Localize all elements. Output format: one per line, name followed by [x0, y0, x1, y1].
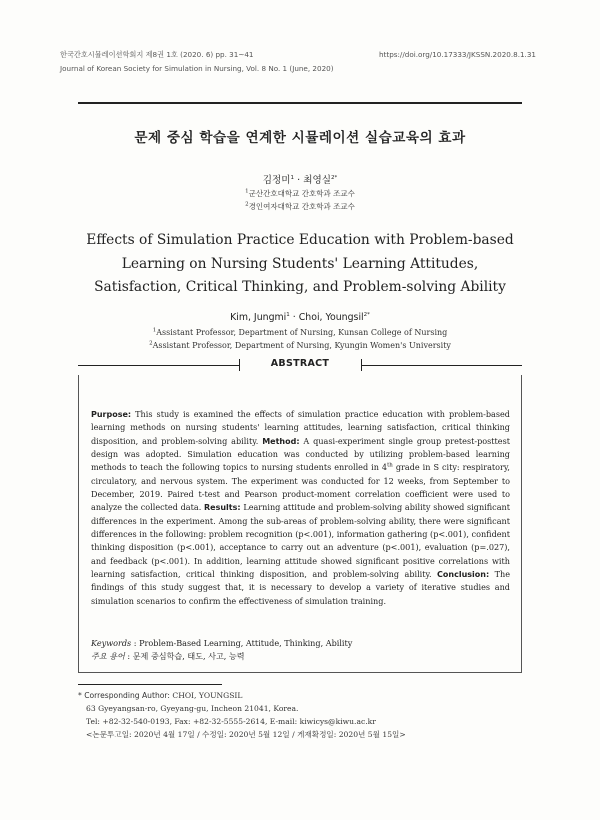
corresponding-author-label: * Corresponding Author: [78, 691, 170, 700]
author-separator-en: · [289, 312, 299, 323]
abstract-header-rule-right [361, 365, 522, 366]
author-contact: Tel: +82-32-540-0193, Fax: +82-32-5555-2614, E-mail: kiwicys@kiwu.ac.kr [86, 717, 376, 726]
doi-link[interactable]: https://doi.org/10.17333/JKSSN.2020.8.1.31 [379, 50, 536, 59]
author-2-kr: 최영실 [303, 175, 332, 186]
method-sup: th [387, 462, 393, 469]
affil-2-en-sup: 2 [149, 340, 153, 347]
results-text: Learning attitude and problem-solving ability showed significant differences in the experiment. Among the sub-areas of problem-solving ability, there were significant differences in the following: problem recognition (p<.001), information gathering (p<.001), confident thinking disposition (p<.001), acceptance to carry out an adventure (p<.001), evaluation (p=.027), and feedback (p<.001). In addition, learning attitude showed significant positive correlations with learning satisfaction, critical thinking disposition, and problem-solving ability. [91, 502, 511, 580]
affil-2-kr-sup: 2 [245, 201, 249, 208]
abstract-label: ABSTRACT [270, 358, 330, 369]
title-en-line-3: Satisfaction, Critical Thinking, and Problem-solving Ability [94, 279, 506, 295]
author-address: 63 Gyeyangsan-ro, Gyeyang-gu, Incheon 21041, Korea. [86, 704, 299, 713]
journal-name-en: Journal of Korean Society for Simulation in Nursing, Vol. 8 No. 1 (June, 2020) [60, 64, 334, 73]
corresponding-author-name: CHOI, YOUNGSIL [169, 691, 243, 700]
affil-2-en-text: Assistant Professor, Department of Nursing, Kyungin Women's University [152, 341, 451, 350]
footnote-rule [78, 684, 222, 685]
author-1-kr-sup: 1 [290, 174, 295, 181]
author-1-kr: 김정미 [262, 175, 291, 186]
author-2-en: Choi, Youngsil [298, 312, 364, 323]
affiliation-1-en [0, 328, 600, 337]
affil-1-en-sup: 1 [152, 327, 157, 334]
conclusion-label: Conclusion: [437, 570, 490, 580]
abstract-header [78, 355, 522, 375]
title-en-line-1: Effects of Simulation Practice Education with Problem-based [86, 232, 514, 248]
author-2-kr-sup: 2* [331, 174, 338, 181]
keywords-korean [91, 650, 510, 663]
method-label: Method: [262, 436, 300, 446]
top-rule [78, 102, 522, 104]
author-1-en-sup: 1 [286, 311, 290, 318]
affiliation-2-kr [0, 201, 600, 212]
author-2-en-sup: 2* [363, 311, 370, 318]
submission-dates: <논문투고일: 2020년 4월 17일 / 수정일: 2020년 5월 12일 / 게재확정일: 2020년 5월 15일> [86, 730, 406, 739]
keywords-en-label: Keywords [91, 638, 132, 648]
purpose-text: This study is examined the effects of simulation practice education with problem-based learning methods on nursing students' learning attitudes, learning satisfaction, critical thinking disposition, and problem-solving ability. [91, 409, 510, 446]
affil-1-en-text: Assistant Professor, Department of Nursing, Kunsan College of Nursing [156, 328, 448, 337]
affil-1-kr-text: 군산간호대학교 간호학과 조교수 [248, 189, 355, 198]
journal-header [60, 48, 334, 76]
authors-korean [0, 172, 600, 186]
authors-english [0, 312, 600, 323]
corresponding-author [78, 689, 242, 702]
title-en-line-2: Learning on Nursing Students' Learning Attitudes, [121, 255, 479, 272]
keywords-english [91, 637, 510, 650]
affiliation-1-kr [0, 188, 600, 199]
keywords-kr-label: 주요 용어 [91, 651, 125, 661]
author-separator-kr: · [294, 175, 304, 186]
keywords-en-text: : Problem-Based Learning, Attitude, Thinking, Ability [131, 638, 353, 648]
results-label: Results: [204, 503, 241, 513]
affiliation-2-en [0, 341, 600, 350]
journal-name-kr: 한국간호시뮬레이션학회지 제8권 1호 (2020. 6) pp. 31~41 [60, 50, 254, 59]
method-text-1: A quasi-experiment single group pretest-posttest design was adopted. Simulation education was conducted by utilizing problem-based learning methods to teach the following topics to nursing students enrolled in 4 [91, 435, 510, 473]
keywords-kr-text: : 문제 중심학습, 태도, 사고, 능력 [124, 651, 245, 661]
conclusion-text: The findings of this study suggest that, it is necessary to develop a variety of iterative studies and simulation scenarios to confirm the effectiveness of simulation training. [91, 569, 510, 606]
purpose-label: Purpose: [91, 410, 132, 419]
affil-2-kr-text: 경인여자대학교 간호학과 조교수 [248, 202, 355, 211]
abstract-body [91, 408, 510, 608]
title-korean: 문제 중심 학습을 연계한 시뮬레이션 실습교육의 효과 [134, 130, 466, 146]
method-text-2: grade in S city: respiratory, circulatory, and nervous system. The experiment was conducted for 12 weeks, from September to December, 2019. Paired t-test and Pearson product-moment correlation coefficient were used to analyze the collected data. [91, 462, 510, 513]
title-english [0, 229, 600, 300]
author-1-en: Kim, Jungmi [230, 312, 287, 323]
affil-1-kr-sup: 1 [245, 188, 249, 195]
